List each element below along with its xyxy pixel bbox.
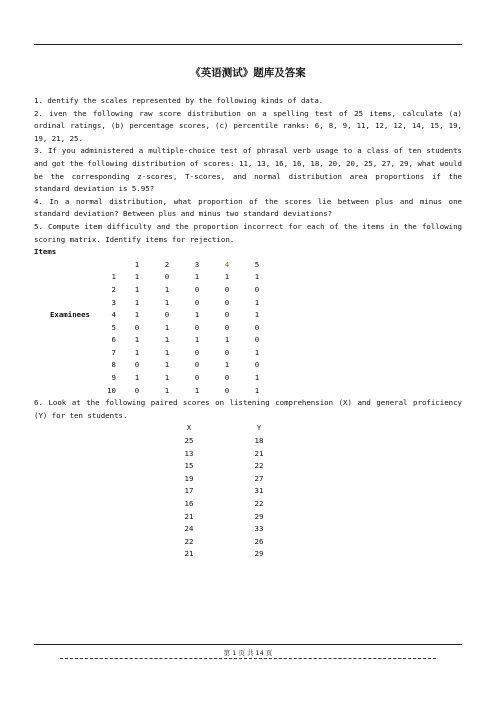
matrix-cell: 1 — [194, 335, 200, 345]
matrix-cell: 0 — [224, 322, 230, 332]
y-score: 21 — [254, 448, 264, 458]
xy-row — [154, 523, 294, 536]
x-score: 16 — [184, 499, 194, 508]
y-score: 26 — [254, 536, 264, 546]
matrix-cell: 1 — [164, 322, 170, 332]
xy-row — [154, 460, 294, 473]
matrix-cell: 0 — [254, 322, 260, 332]
matrix-cell: 0 — [194, 360, 200, 370]
matrix-header: 5 — [254, 259, 260, 269]
xy-row — [154, 473, 294, 486]
question-3: 3. If you administered a multiple-choice test of phrasal verb usage to a class of ten students and got the following distribution of scores: 11, 13, 16, 16, 18, 20, 20, 25, 27, 29, what would be the corresponding z-scores, T-scores, and normal distribution area proportions if the standard deviation is 5.95? — [34, 146, 462, 194]
xy-header-row — [154, 422, 294, 435]
matrix-cell: 1 — [254, 385, 260, 395]
matrix-row — [44, 309, 272, 322]
matrix-cell: 1 — [164, 347, 170, 357]
matrix-cell: 1 — [194, 310, 200, 320]
matrix-cell: 0 — [224, 297, 230, 307]
matrix-cell: 1 — [164, 385, 170, 395]
document-body — [34, 95, 462, 561]
matrix-row — [44, 297, 272, 310]
x-score: 24 — [184, 524, 194, 534]
question-6: 6. Look at the following paired scores on listening comprehension (X) and general proficiency (Y) for ten students. — [34, 398, 462, 420]
matrix-cell: 0 — [194, 322, 200, 332]
x-score: 19 — [184, 473, 194, 483]
matrix-cell: 1 — [254, 272, 260, 282]
matrix-cell: 1 — [164, 360, 170, 370]
matrix-cell: 1 — [194, 272, 200, 282]
matrix-header: 1 — [134, 259, 140, 269]
matrix-cell: 1 — [134, 284, 140, 294]
matrix-cell: 1 — [254, 347, 260, 357]
matrix-cell: 1 — [254, 310, 260, 320]
matrix-row — [44, 322, 272, 335]
matrix-row — [44, 372, 272, 385]
y-score: 22 — [254, 461, 264, 471]
y-score: 33 — [254, 524, 264, 534]
question-1: 1. dentify the scales represented by the following kinds of data. — [34, 96, 324, 105]
matrix-cell: 0 — [164, 310, 170, 320]
xy-row — [154, 498, 294, 511]
matrix-cell: 1 — [224, 272, 230, 282]
question-5: 5. Compute item difficulty and the proportion incorrect for each of the items in the following scoring matrix. Identify items for rejection. — [34, 221, 462, 244]
xy-row — [154, 435, 294, 448]
question-2: 2. iven the following raw score distribution on a spelling test of 25 items, calculate (a) ordinal ratings, (b) percentage scores, (c) percentile ranks: 6, 8, 9, 11, 12, 12, 14, 15, 19, 19, 21, 25. — [34, 108, 462, 143]
paired-scores-table — [154, 422, 294, 561]
matrix-cell: 0 — [134, 385, 140, 395]
matrix-cell: 1 — [134, 335, 140, 345]
xy-row — [154, 485, 294, 498]
examinee-number: 4 — [111, 310, 116, 320]
examinee-number: 1 — [111, 272, 116, 282]
matrix-cell: 1 — [134, 373, 140, 383]
matrix-row — [44, 271, 272, 284]
matrix-cell: 0 — [194, 297, 200, 307]
matrix-cell: 0 — [194, 347, 200, 357]
matrix-cell: 0 — [254, 284, 260, 294]
matrix-cell: 0 — [164, 272, 170, 282]
examinee-number: 8 — [111, 360, 116, 370]
examinees-label: Examinees — [49, 310, 90, 320]
matrix-cell: 1 — [194, 385, 200, 395]
matrix-header-row — [44, 259, 272, 272]
y-score: 22 — [254, 499, 264, 508]
matrix-row — [44, 334, 272, 347]
y-score: 31 — [254, 486, 264, 496]
examinee-number: 9 — [111, 373, 116, 383]
page-footer: 第 1 页 共 14 页 — [223, 649, 273, 657]
matrix-cell: 1 — [134, 272, 140, 282]
examinee-number: 5 — [111, 322, 116, 332]
matrix-cell: 0 — [224, 284, 230, 294]
x-header: X — [186, 423, 192, 433]
page-title: 《英语测试》题库及答案 — [190, 67, 306, 79]
matrix-row — [44, 359, 272, 372]
matrix-cell: 0 — [224, 310, 230, 320]
top-rule — [34, 44, 462, 45]
y-score: 27 — [254, 473, 264, 483]
matrix-row — [44, 347, 272, 360]
matrix-header: 2 — [164, 259, 170, 269]
matrix-cell: 1 — [134, 297, 140, 307]
examinee-number: 10 — [107, 385, 116, 395]
scoring-matrix — [44, 259, 272, 398]
matrix-cell: 1 — [164, 297, 170, 307]
x-score: 13 — [184, 448, 194, 458]
matrix-row — [44, 284, 272, 297]
matrix-cell: 0 — [224, 347, 230, 357]
matrix-header: 3 — [194, 259, 200, 269]
matrix-cell: 1 — [164, 335, 170, 345]
matrix-cell: 0 — [194, 373, 200, 383]
matrix-cell: 1 — [254, 373, 260, 383]
matrix-cell: 1 — [164, 373, 170, 383]
x-score: 21 — [184, 549, 194, 559]
matrix-cell: 0 — [194, 284, 200, 294]
matrix-cell: 1 — [164, 284, 170, 294]
items-label: Items — [34, 247, 57, 257]
question-4: 4. In a normal distribution, what proportion of the scores lie between plus and minus one standard deviation? Between plus and minus two standard deviations? — [34, 196, 462, 219]
x-score: 22 — [184, 536, 194, 546]
xy-row — [154, 448, 294, 461]
matrix-cell: 1 — [224, 360, 230, 370]
examinee-number: 7 — [111, 347, 116, 357]
examinee-number: 2 — [111, 284, 116, 294]
matrix-cell: 1 — [134, 310, 140, 320]
y-score: 29 — [254, 549, 264, 559]
examinee-number: 6 — [111, 335, 116, 345]
x-score: 21 — [184, 511, 194, 521]
matrix-cell: 0 — [254, 360, 260, 370]
x-score: 15 — [184, 461, 194, 471]
matrix-cell: 1 — [224, 335, 230, 345]
matrix-cell: 0 — [254, 335, 260, 345]
matrix-header: 4 — [224, 259, 230, 269]
y-score: 18 — [254, 436, 264, 446]
dashed-divider — [60, 658, 436, 659]
examinee-number: 3 — [111, 297, 116, 307]
x-score: 17 — [184, 486, 194, 496]
y-header: Y — [256, 423, 262, 433]
bottom-rule — [34, 644, 462, 645]
matrix-row — [44, 385, 272, 398]
matrix-cell: 0 — [134, 360, 140, 370]
y-score: 29 — [254, 511, 264, 521]
matrix-cell: 1 — [254, 297, 260, 307]
xy-row — [154, 548, 294, 561]
matrix-cell: 0 — [224, 385, 230, 395]
xy-row — [154, 511, 294, 524]
xy-row — [154, 536, 294, 549]
matrix-cell: 1 — [134, 347, 140, 357]
matrix-cell: 0 — [224, 373, 230, 383]
matrix-cell: 0 — [134, 322, 140, 332]
x-score: 25 — [184, 436, 194, 446]
